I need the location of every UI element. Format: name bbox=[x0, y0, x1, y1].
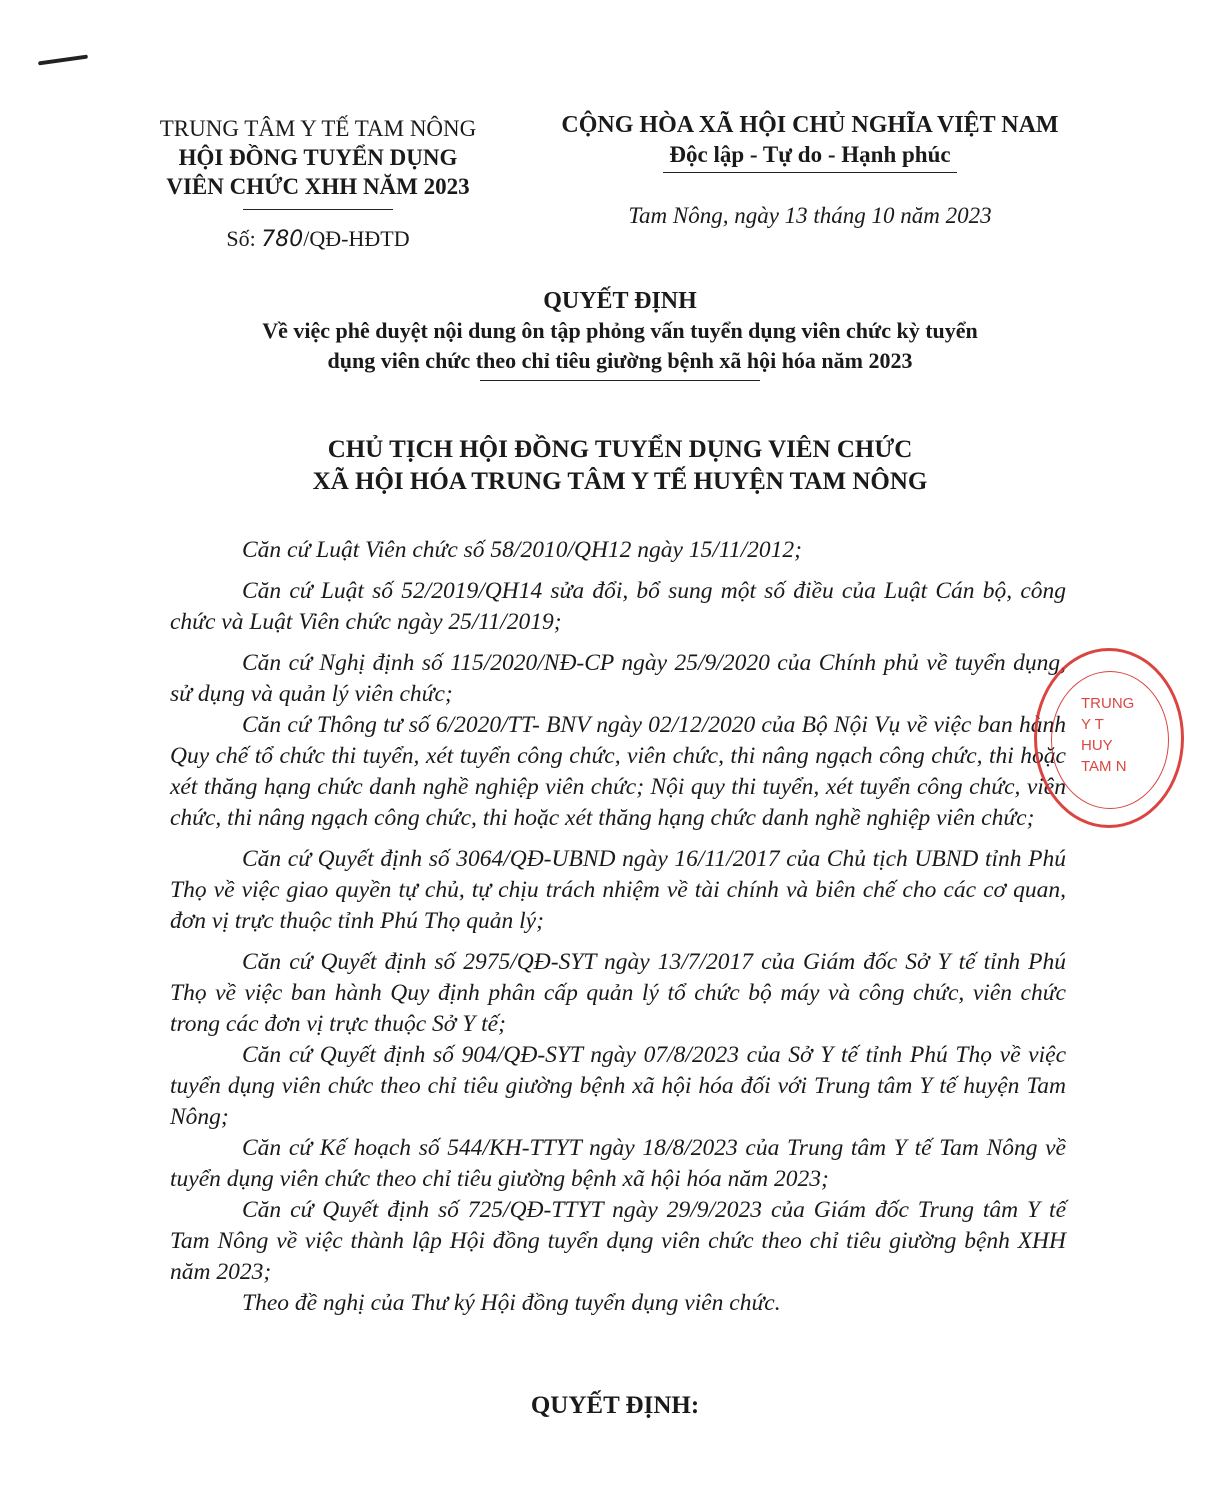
document-number bbox=[128, 224, 508, 254]
nation-name: CỘNG HÒA XÃ HỘI CHỦ NGHĨA VIỆT NAM bbox=[561, 112, 1059, 138]
council-name: HỘI ĐỒNG TUYỂN DỤNG bbox=[178, 145, 458, 170]
basis-item: Căn cứ Quyết định số 725/QĐ-TTYT ngày 29/9/2023 của Giám đốc Trung tâm Y tế Tam Nông về việc thành lập Hội đồng tuyển dụng viên chức theo chỉ tiêu giường bệnh XHH năm 2023; bbox=[170, 1197, 1066, 1285]
decision-heading: QUYẾT ĐỊNH: bbox=[530, 1392, 700, 1419]
legal-basis bbox=[170, 535, 1066, 1319]
number-value: 780 bbox=[261, 227, 304, 252]
subject-line-2: dụng viên chức theo chỉ tiêu giường bệnh xã hội hóa năm 2023 bbox=[327, 348, 913, 373]
national-header-block bbox=[530, 110, 1090, 231]
seal-text: HUY bbox=[1081, 737, 1113, 754]
basis-item: Căn cứ Luật Viên chức số 58/2010/QH12 ngày 15/11/2012; bbox=[242, 537, 802, 563]
basis-item: Căn cứ Quyết định số 3064/QĐ-UBND ngày 16/11/2017 của Chủ tịch UBND tỉnh Phú Thọ về việc giao quyền tự chủ, tự chịu trách nhiệm về tài chính và biên chế cho các cơ quan, đơn vị trực thuộc tỉnh Phú Thọ quản lý; bbox=[170, 846, 1066, 934]
national-motto: Độc lập - Tự do - Hạnh phúc bbox=[663, 140, 956, 173]
basis-item: Theo đề nghị của Thư ký Hội đồng tuyển dụng viên chức. bbox=[242, 1290, 781, 1316]
authority-line-2: XÃ HỘI HÓA TRUNG TÂM Y TẾ HUYỆN TAM NÔNG bbox=[312, 468, 928, 495]
basis-item: Căn cứ Quyết định số 904/QĐ-SYT ngày 07/8/2023 của Sở Y tế tỉnh Phú Thọ về việc tuyển dụng viên chức theo chỉ tiêu giường bệnh xã hội hóa đối với Trung tâm Y tế huyện Tam Nông; bbox=[170, 1042, 1066, 1130]
issuing-authority-block bbox=[128, 114, 508, 254]
number-suffix: /QĐ-HĐTD bbox=[303, 226, 410, 251]
seal-inner-ring bbox=[1051, 671, 1169, 809]
subject-line-1: Về việc phê duyệt nội dung ôn tập phỏng vấn tuyển dụng viên chức kỳ tuyển bbox=[262, 318, 978, 343]
basis-item: Căn cứ Kế hoạch số 544/KH-TTYT ngày 18/8/2023 của Trung tâm Y tế Tam Nông về tuyển dụng viên chức theo chỉ tiêu giường bệnh xã hội hóa năm 2023; bbox=[170, 1135, 1066, 1192]
basis-item: Căn cứ Luật số 52/2019/QH14 sửa đổi, bổ sung một số điều của Luật Cán bộ, công chức và Luật Viên chức ngày 25/11/2019; bbox=[170, 578, 1066, 635]
authority-line-1: CHỦ TỊCH HỘI ĐỒNG TUYỂN DỤNG VIÊN CHỨC bbox=[327, 436, 913, 463]
document-title bbox=[150, 286, 1090, 381]
org-name: TRUNG TÂM Y TẾ TAM NÔNG bbox=[159, 116, 477, 141]
number-label: Số: bbox=[226, 226, 256, 251]
basis-item: Căn cứ Nghị định số 115/2020/NĐ-CP ngày 25/9/2020 của Chính phủ về tuyển dụng, sử dụng và quản lý viên chức; bbox=[170, 650, 1066, 707]
divider bbox=[243, 209, 393, 210]
basis-item: Căn cứ Quyết định số 2975/QĐ-SYT ngày 13/7/2017 của Giám đốc Sở Y tế tỉnh Phú Thọ về việc ban hành Quy định phân cấp quản lý tổ chức bộ máy và công chức, viên chức trong các đơn vị trực thuộc Sở Y tế; bbox=[170, 949, 1066, 1037]
council-year: VIÊN CHỨC XHH NĂM 2023 bbox=[166, 174, 470, 199]
title-heading: QUYẾT ĐỊNH bbox=[543, 288, 697, 314]
seal-text: Y T bbox=[1081, 716, 1104, 733]
divider bbox=[480, 380, 760, 381]
document-date: Tam Nông, ngày 13 tháng 10 năm 2023 bbox=[628, 203, 992, 228]
red-seal-stamp bbox=[1034, 648, 1184, 828]
seal-text: TRUNG bbox=[1081, 695, 1135, 712]
basis-item: Căn cứ Thông tư số 6/2020/TT- BNV ngày 02/12/2020 của Bộ Nội Vụ về việc ban hành Quy chế tổ chức thi tuyển, xét tuyển công chức, viên chức, thi nâng ngạch công chức, thi hoặc xét thăng hạng chức danh nghề nghiệp viên chức; Nội quy thi tuyển, xét tuyển công chức, viên chức, thi nâng ngạch công chức, thi hoặc xét thăng hạng chức danh nghề nghiệp viên chức; bbox=[170, 712, 1066, 831]
authority-title bbox=[150, 434, 1090, 498]
pen-mark bbox=[38, 55, 88, 66]
seal-text: TAM N bbox=[1081, 758, 1127, 775]
